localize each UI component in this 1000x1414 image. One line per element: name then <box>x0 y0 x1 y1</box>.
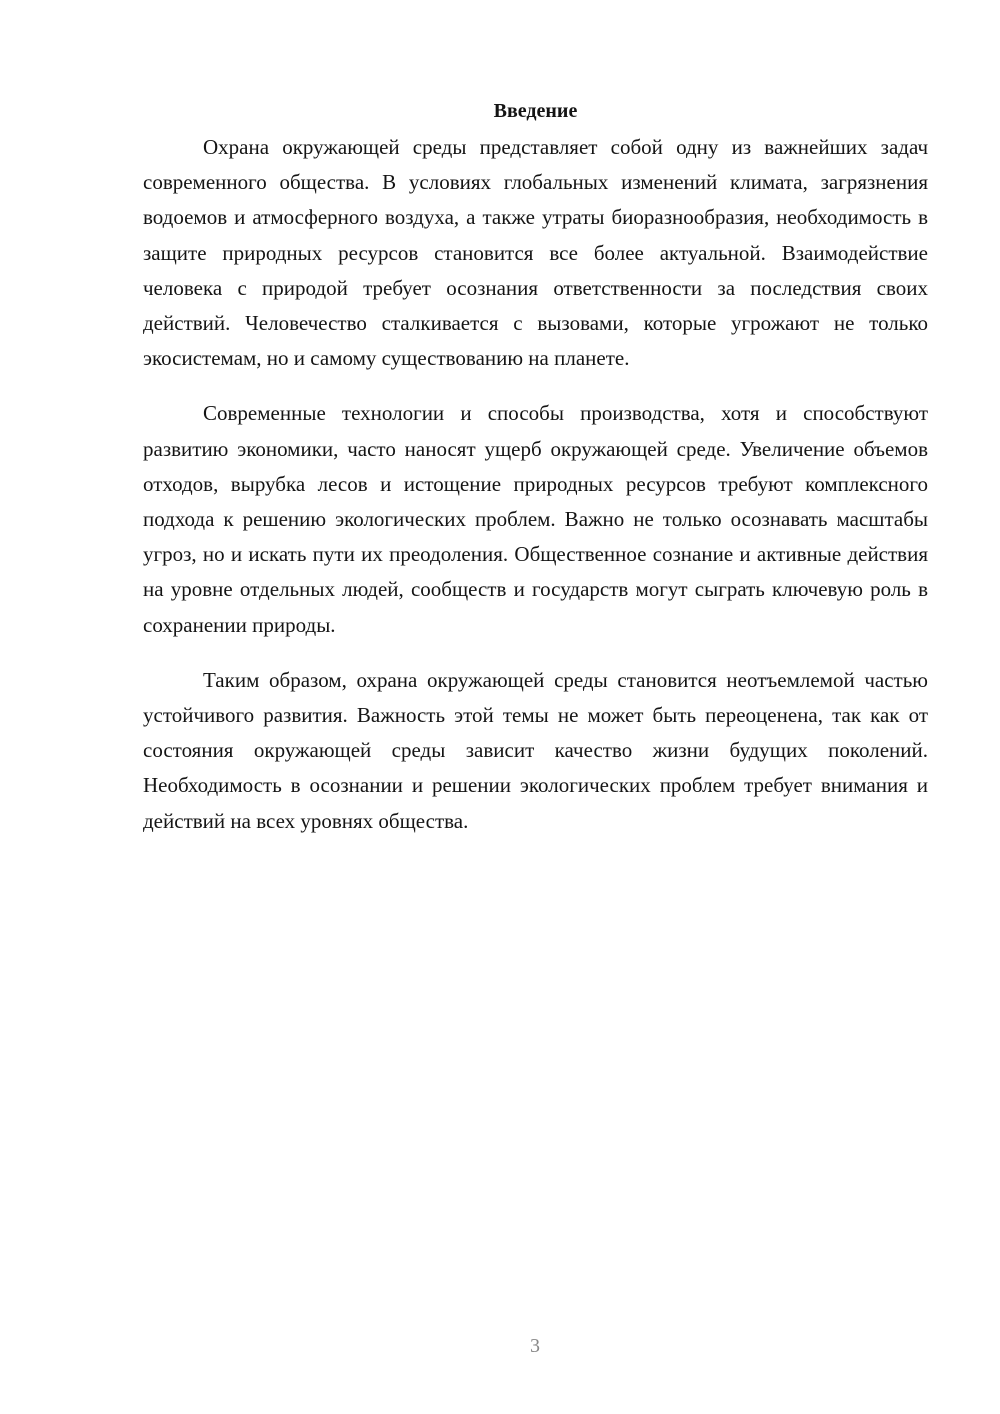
page-number: 3 <box>530 1335 540 1357</box>
page-content <box>143 96 928 859</box>
section-heading: Введение <box>493 100 578 122</box>
paragraph-2: Современные технологии и способы производства, хотя и способствуют развитию экономики, часто наносят ущерб окружающей среде. Увеличение объемов отходов, вырубка лесов и истощение природных ресурсов требуют комплексного подхода к решению экологических проблем. Важно не только осознавать масштабы угроз, но и искать пути их преодоления. Общественное сознание и активные действия на уровне отдельных людей, сообществ и государств могут сыграть ключевую роль в сохранении природы. <box>143 401 928 637</box>
paragraph-3: Таким образом, охрана окружающей среды становится неотъемлемой частью устойчивого развития. Важность этой темы не может быть переоценена, так как от состояния окружающей среды зависит качество жизни будущих поколений. Необходимость в осознании и решении экологических проблем требует внимания и действий на всех уровнях общества. <box>143 667 928 833</box>
paragraph-1: Охрана окружающей среды представляет собой одну из важнейших задач современного общества. В условиях глобальных изменений климата, загрязнения водоемов и атмосферного воздуха, а также утраты биоразнообразия, необходимость в защите природных ресурсов становится все более актуальной. Взаимодействие человека с природой требует осознания ответственности за последствия своих действий. Человечество сталкивается с вызовами, которые угрожают не только экосистемам, но и самому существованию на планете. <box>143 135 928 371</box>
